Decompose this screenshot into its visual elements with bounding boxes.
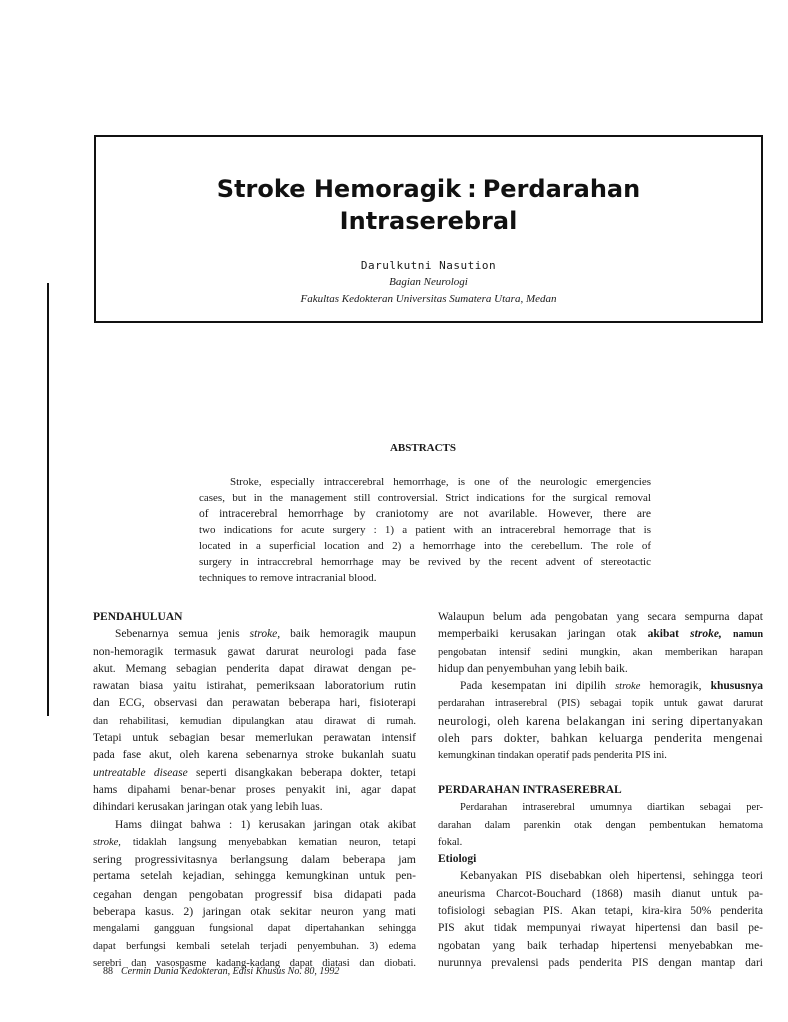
- body-line: dapat berfungsi kembali setelah terjadi penyembuhan. 3) edema: [93, 940, 416, 952]
- title-separator: :: [467, 175, 477, 203]
- body-line: Kebanyakan PIS disebabkan oleh hipertensi, sehingga teori: [460, 870, 763, 883]
- body-line: sering progressivitasnya berlangsung dalam beberapa jam: [93, 852, 416, 867]
- body-line: rawatan biasa yaitu istirahat, pemeriksaan laboratorium rutin: [93, 680, 416, 693]
- author: Darulkutni Nasution: [360, 259, 497, 272]
- body-line: pada fase akut, oleh karena sebenarnya stroke bukanlah suatu: [93, 749, 416, 762]
- page-number: 88: [103, 966, 113, 977]
- body-line: Walaupun belum ada pengobatan yang secara sempurna dapat: [438, 611, 763, 623]
- body-line: pengobatan intensif sedini mungkin, akan memberikan harapan: [438, 646, 763, 658]
- left-column: [93, 609, 416, 972]
- text-run: seperti disangkakan beberapa dokter, tetapi: [195, 766, 416, 779]
- body-line: Tetapi untuk sebagian besar memerlukan perawatan intensif: [93, 732, 416, 745]
- body-line: darahan dalam parenkin otak dengan pembentukan hematoma: [438, 819, 763, 831]
- body-line: [93, 834, 416, 851]
- body-line: serebri dan vasospasme kadang-kadang dapat diatasi dan diobati.: [93, 957, 416, 969]
- text-run: Sebenarnya semua jenis: [115, 628, 240, 641]
- text-run: hemoragik,: [649, 680, 702, 693]
- journal-citation: Cermin Dunia Kedokteran, Edisi Khusus No. 80, 1992: [121, 966, 340, 977]
- department: Bagian Neurologi: [389, 276, 468, 288]
- body-line: pertama setelah kejadian, sehingga kemungkinan untuk pen-: [93, 870, 416, 883]
- body-line: non-hemoragik termasuk gawat darurat neurologi pada fase: [93, 645, 416, 658]
- body-line: kemungkinan tindakan operatif pads penderita PIS ini.: [438, 750, 667, 762]
- abstract-line: Stroke, especially intraccerebral hemorrhage, is one of the neurologic emergencies: [230, 476, 651, 488]
- margin-rule: [47, 283, 49, 716]
- abstract-heading: ABSTRACTS: [389, 442, 457, 454]
- text-run: memperbaiki kerusakan jaringan otak: [438, 628, 637, 641]
- body-line: [93, 626, 416, 643]
- article-title: [96, 173, 761, 237]
- body-line: Perdarahan intraserebral umumnya diartikan sebagai per-: [460, 802, 763, 814]
- spacer: [438, 765, 763, 782]
- abstract-line: techniques to remove intracranial blood.: [199, 572, 377, 584]
- affiliation: Fakultas Kedokteran Universitas Sumatera Utara, Medan: [300, 293, 557, 305]
- body-line: ngobatan yang baik terhadap hipertensi menyebabkan me-: [438, 939, 763, 952]
- body-line: aneurisma Charcot-Bouchard (1868) masih dianut untuk pa-: [438, 887, 763, 900]
- body-line: mengalami gangguan fungsional dapat dipertahankan sehingga: [93, 923, 416, 935]
- page-footer: [103, 966, 339, 977]
- abstract-line: cases, but in the management still controversial. Strict indications for the surgical removal: [199, 492, 651, 504]
- body-line: nurunnya prevalensi pads penderita PIS dengan mantap dari: [438, 956, 763, 969]
- text-run: baik hemoragik maupun: [290, 628, 417, 641]
- section-heading-perdarahan: PERDARAHAN INTRASEREBRAL: [438, 783, 622, 796]
- subheading-etiologi: Etiologi: [438, 853, 477, 866]
- body-line: [93, 765, 416, 782]
- italic-term: stroke,: [93, 836, 121, 848]
- italic-term: stroke,: [249, 628, 281, 641]
- body-line: dan ECG, observasi dan perawatan beberapa hari, fisioterapi: [93, 697, 416, 710]
- abstract-body: [199, 474, 651, 586]
- bold-term: namun: [733, 629, 764, 641]
- abstract-line: of intracerebral hemorrhage by craniotomy are not avarilable. However, there are: [199, 507, 651, 520]
- body-line: beberapa kasus. 2) jaringan otak sekitar neuron yang mati: [93, 904, 416, 919]
- body-line: PIS akut tidak mempunyai riwayat hipertensi dan basil pe-: [438, 922, 763, 935]
- body-line: cegahan dengan pengobatan progressif bisa didapati pada: [93, 886, 416, 901]
- body-line: neurologi, oleh karena belakangan ini sering dipertanyakan: [438, 713, 763, 728]
- title-line2: Intraserebral: [339, 207, 518, 235]
- body-line: oleh pars dokter, bahkan keluarga penderita mengenai: [438, 731, 763, 746]
- right-column: [438, 609, 763, 972]
- body-line: hams dipahami benar-benar proses penyakit ini, agar dapat: [93, 783, 416, 796]
- body-line: [438, 678, 763, 695]
- abstract-line: located in a superficial location and 2) a hemorrhage into the cerebellum. The role of: [199, 540, 651, 552]
- body-line: dihindari kerusakan jaringan otak yang lebih luas.: [93, 801, 323, 814]
- body-line: fokal.: [438, 836, 463, 848]
- body-line: perdarahan intraserebral (PIS) sebagai topik untuk gawat darurat: [438, 698, 763, 710]
- body-line: dan rehabilitasi, kemudian dipulangkan atau dirawat di rumah.: [93, 715, 416, 727]
- section-heading-pendahuluan: PENDAHULUAN: [93, 611, 183, 623]
- text-run: tidaklah langsung menyebabkan kematian neuron, tetapi: [132, 836, 417, 848]
- title-part2: Perdarahan: [482, 175, 641, 203]
- bold-term: akibat: [647, 628, 679, 641]
- title-part1: Stroke Hemoragik: [216, 175, 462, 203]
- text-run: Pada kesempatan ini dipilih: [460, 680, 607, 693]
- body-line: tofisiologi sebagian PIS. Akan tetapi, kira-kira 50% penderita: [438, 905, 763, 918]
- italic-term: untreatable disease: [93, 766, 188, 779]
- body-line: [438, 626, 763, 643]
- italic-term: stroke: [615, 681, 641, 693]
- bold-italic-term: stroke,: [690, 628, 722, 641]
- title-box: [94, 135, 763, 323]
- body-line: Hams diingat bahwa : 1) kerusakan jaringan otak akibat: [115, 818, 416, 831]
- body-line: hidup dan penyembuhan yang lebih baik.: [438, 662, 628, 675]
- abstract-line: surgery in intraccrebral hemorrhage may be revived by the recent advent of stereotactic: [199, 556, 651, 568]
- body-line: akut. Memang sebagian penderita dapat dirawat dengan pe-: [93, 662, 416, 675]
- abstract-line: two indications for acute surgery : 1) a patient with an intracerebral hemorrage that is: [199, 524, 651, 536]
- bold-term: khususnya: [710, 680, 764, 693]
